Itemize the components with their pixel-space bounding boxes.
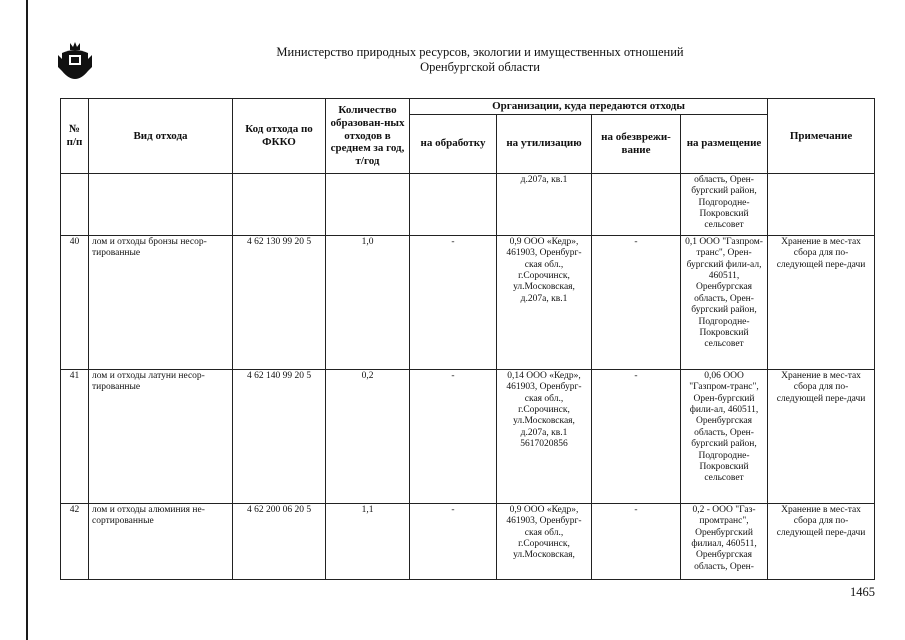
- row-utilization: 0,9 ООО «Кедр», 461903, Оренбург-ская обл., г.Сорочинск, ул.Московская,: [497, 503, 592, 579]
- waste-table: [60, 98, 875, 580]
- row-num: 41: [61, 369, 89, 503]
- header-organizations: Организации, куда передаются отходы: [410, 99, 768, 115]
- table-row: [61, 503, 875, 579]
- header-placement: на размещение: [681, 114, 768, 173]
- header-neutralization: на обезврежи-вание: [592, 114, 681, 173]
- row-processing: [410, 173, 497, 235]
- row-quantity: 1,1: [326, 503, 410, 579]
- row-neutralization: [592, 173, 681, 235]
- binding-line: [26, 0, 28, 640]
- row-note: Хранение в мес-тах сбора для по-следующей пере-дачи: [768, 235, 875, 369]
- row-code: [233, 173, 326, 235]
- table-row: [61, 235, 875, 369]
- row-placement: 0,2 - ООО "Газ-промтранс", Оренбургский филиал, 460511, Оренбургская область, Орен-: [681, 503, 768, 579]
- header-waste-type: Вид отхода: [89, 99, 233, 174]
- row-processing: -: [410, 369, 497, 503]
- table-row: [61, 173, 875, 235]
- row-neutralization: -: [592, 369, 681, 503]
- row-waste-type: лом и отходы латуни несор-тированные: [89, 369, 233, 503]
- row-quantity: 0,2: [326, 369, 410, 503]
- row-num: 42: [61, 503, 89, 579]
- row-note: [768, 173, 875, 235]
- header-num: № п/п: [61, 99, 89, 174]
- row-code: 4 62 140 99 20 5: [233, 369, 326, 503]
- row-waste-type: лом и отходы бронзы несор-тированные: [89, 235, 233, 369]
- header-fkko-code: Код отхода по ФККО: [233, 99, 326, 174]
- row-placement: 0,1 ООО "Газпром-транс", Орен-бургский фили-ал, 460511, Оренбургская область, Орен-бургский район, Подгородне-Покровский сельсовет: [681, 235, 768, 369]
- header-utilization: на утилизацию: [497, 114, 592, 173]
- row-utilization: 0,14 ООО «Кедр», 461903, Оренбург-ская обл., г.Сорочинск, ул.Московская, д.207а, кв.1 5617020856: [497, 369, 592, 503]
- row-num: 40: [61, 235, 89, 369]
- page-number: 1465: [850, 585, 875, 599]
- row-processing: -: [410, 503, 497, 579]
- header-processing: на обработку: [410, 114, 497, 173]
- row-utilization: 0,9 ООО «Кедр», 461903, Оренбург-ская обл., г.Сорочинск, ул.Московская, д.207а, кв.1: [497, 235, 592, 369]
- coat-of-arms-icon: [58, 41, 92, 87]
- row-note: Хранение в мес-тах сбора для по-следующей пере-дачи: [768, 369, 875, 503]
- row-quantity: [326, 173, 410, 235]
- row-code: 4 62 200 06 20 5: [233, 503, 326, 579]
- header-line-2: Оренбургской области: [420, 60, 540, 74]
- document-header: [180, 45, 780, 75]
- row-placement: 0,06 ООО "Газпром-транс", Орен-бургский фили-ал, 460511, Оренбургская область, Орен-бургский район, Подгородне-Покровский сельсовет: [681, 369, 768, 503]
- row-utilization: д.207а, кв.1: [497, 173, 592, 235]
- table-row: [61, 369, 875, 503]
- row-code: 4 62 130 99 20 5: [233, 235, 326, 369]
- header-note: Примечание: [768, 99, 875, 174]
- row-note: Хранение в мес-тах сбора для по-следующей пере-дачи: [768, 503, 875, 579]
- row-num: [61, 173, 89, 235]
- row-placement: область, Орен-бургский район, Подгородне-Покровский сельсовет: [681, 173, 768, 235]
- row-neutralization: -: [592, 235, 681, 369]
- row-quantity: 1,0: [326, 235, 410, 369]
- row-waste-type: [89, 173, 233, 235]
- header-line-1: Министерство природных ресурсов, экологии и имущественных отношений: [276, 45, 684, 59]
- row-processing: -: [410, 235, 497, 369]
- row-waste-type: лом и отходы алюминия не-сортированные: [89, 503, 233, 579]
- row-neutralization: -: [592, 503, 681, 579]
- header-quantity: Количество образован-ных отходов в среднем за год, т/год: [326, 99, 410, 174]
